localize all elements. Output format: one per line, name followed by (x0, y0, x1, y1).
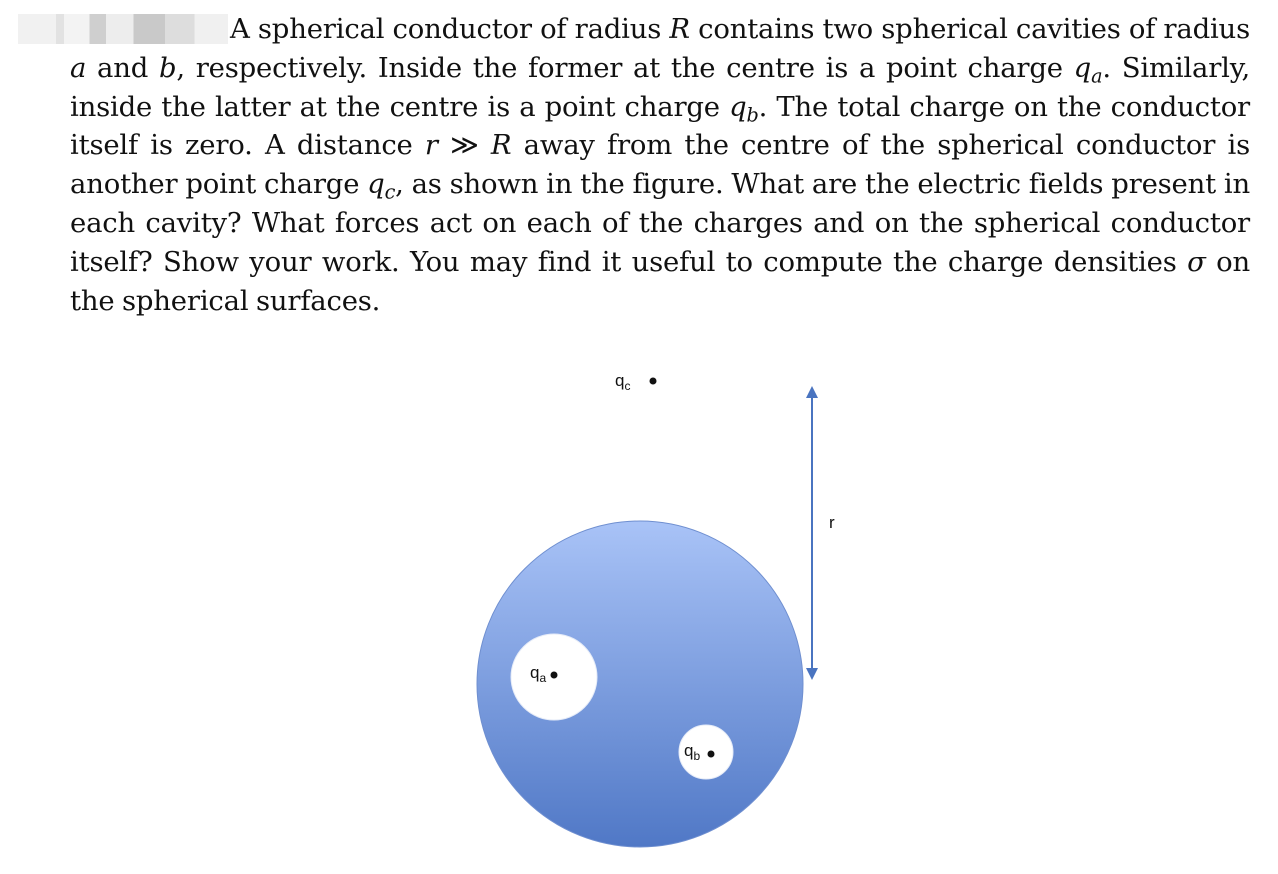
math-sigma: σ (1187, 245, 1206, 278)
charge-dot-qc (650, 378, 657, 385)
problem-statement: A spherical conductor of radius R contains two spherical cavities of radius a and b, respectively. Inside the former at the centre is a point charge $q_a$. Similarly, inside the latter at the centre is a point charge $q_b$. The total charge on the conductor itself is zero. A distance r ≫ R away from the centre of the spherical conductor is another point charge $q_c$, as shown in the figure. What are the electric fields present in each cavity? What forces act on each of the charges and on the spherical conductor itself? Show your work. You may find it useful to compute the charge densities σ on the spherical surfaces. (70, 13, 1251, 317)
charge-label-qc: $q_c$ (615, 371, 631, 393)
charge-label-qb: $q_b$ (684, 741, 701, 763)
math-r: r (424, 129, 438, 162)
conductor-figure (0, 340, 1278, 874)
charge-dot-qb (708, 751, 715, 758)
math-R: R (669, 13, 690, 45)
math-qb: $q_b$ (729, 90, 759, 126)
math-a: a (70, 51, 87, 84)
math-qa: $q_a$ (1073, 51, 1103, 88)
charge-label-qa: $q_a$ (530, 663, 547, 685)
charge-dot-qa (551, 672, 558, 679)
math-qc: $q_c$ (367, 168, 396, 204)
distance-label: r (829, 513, 835, 532)
math-b: b (158, 51, 177, 84)
math-R2: R (490, 129, 512, 162)
